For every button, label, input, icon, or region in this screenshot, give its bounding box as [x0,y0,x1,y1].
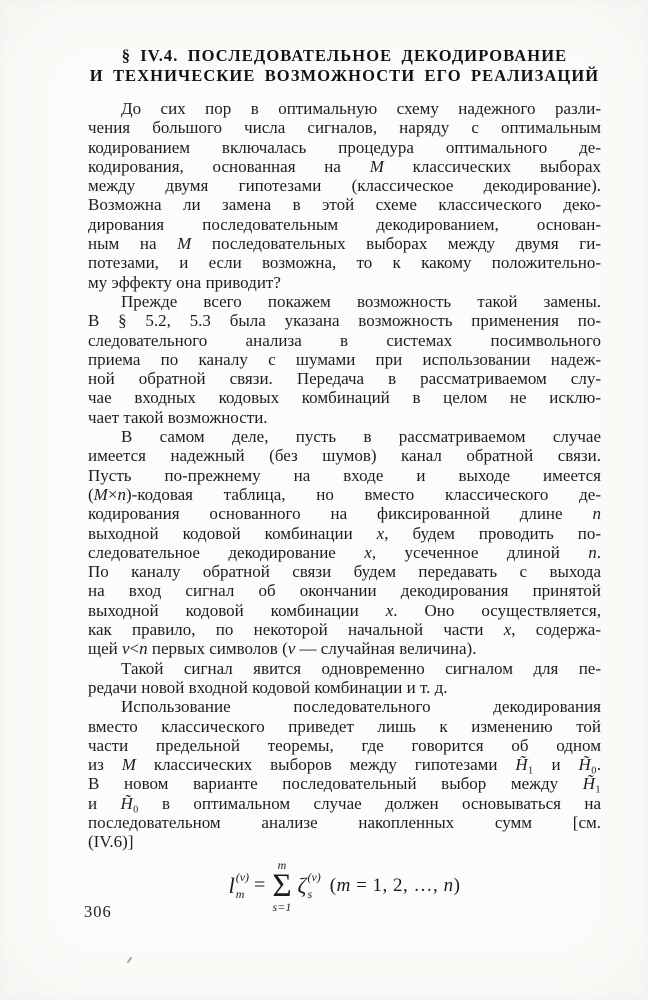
text-line: щей ν<n первых символов (ν — случайная величина). [88,639,477,659]
equation-lhs-base: l [228,872,235,898]
equation-lhs [229,871,249,900]
summation [272,859,291,913]
text-line: последовательном анализе накопленных сумм [см. [88,812,601,832]
text-line: чения большого числа сигналов, наряду с оптимальным [88,118,601,138]
text-line: ной обратной связи. Передача в рассматриваемом слу- [88,369,601,389]
text-line: и H̃₀ в оптимальном случае должен основываться на [88,793,601,813]
text-line: приема по каналу с шумами при использовании надеж- [88,349,601,369]
text-line: ным на M последовательных выборах между двумя ги- [88,234,602,254]
text-line: Такой сигнал явится одновременно сигналом для пе- [121,658,601,678]
text-line: вместо классического приведет лишь к изменению той [88,716,601,736]
scan-artifact-mark [127,957,133,964]
equation [88,859,601,913]
text-line: из M классических выборов между гипотезами H̃₁ и H̃₀. [88,755,601,775]
text-line: му эффекту она приводит? [88,272,281,292]
page-number: 306 [84,902,112,921]
equals-sign: = [254,874,266,897]
equation-rhs-superscript: (ν) [307,870,321,885]
equation-lhs-scripts [236,871,249,900]
summation-upper-limit: m [277,857,287,872]
section-heading [88,46,601,86]
text-line: имеется надежный (без шумов) канал обратной связи. [88,446,601,466]
text-line: чает такой возможности. [88,407,268,427]
text-line: чае входных кодовых комбинаций в целом не исклю- [88,388,601,408]
text-line: выходной кодовой комбинации x, будем проводить по- [88,523,601,543]
text-line: на вход сигнал об окончании декодирования принятой [88,581,601,601]
text-line: потезами, и если возможна, то к какому положительно- [88,253,601,273]
text-line: До сих пор в оптимальную схему надежного разли- [121,99,601,118]
text-line: Пусть по-прежнему на входе и выходе имеется [88,465,601,485]
paragraph [88,697,601,851]
equation-rhs-base: ζ [297,872,307,898]
sigma-symbol: Σ [272,867,292,904]
section-heading-line-2: И ТЕХНИЧЕСКИЕ ВОЗМОЖНОСТИ ЕГО РЕАЛИЗАЦИЙ [89,66,600,85]
text-line: Возможна ли замена в этой схеме классического деко- [88,195,601,215]
paragraph [88,427,601,659]
equation-rhs [298,871,321,900]
section-heading-line-1: § IV.4. ПОСЛЕДОВАТЕЛЬНОЕ ДЕКОДИРОВАНИЕ [121,46,568,65]
text-line: кодирования, основанная на M классических выборах [88,156,601,176]
equation-domain: (m = 1, 2, …, n) [329,874,461,896]
equation-lhs-superscript: (ν) [235,870,250,885]
equation-lhs-subscript: m [235,887,245,902]
text-line: По каналу обратной связи будем передавать с выхода [88,562,601,582]
text-line: Использование последовательного декодирования [121,697,601,717]
text-line: дирования последовательным декодированием, основан- [88,214,601,234]
text-line: В новом варианте последовательный выбор между H̃₁ [88,774,601,794]
equation-rhs-subscript: s [307,887,313,902]
text-line: (IV.6)] [88,832,134,852]
text-line: выходной кодовой комбинации x. Оно осуществляется, [88,600,602,620]
equation-rhs-scripts [307,871,320,900]
text-line: как правило, по некоторой начальной части x, содержа- [88,620,601,640]
text-line: В самом деле, пусть в рассматриваемом случае [121,427,601,447]
paragraph [88,292,601,427]
text-line: части предельной теоремы, где говорится об одном [88,735,601,755]
text-line: Прежде всего покажем возможность такой замены. [121,291,601,311]
page-body [88,99,601,852]
text-line: (M×n)-кодовая таблица, но вместо классического де- [88,484,601,504]
text-line: В § 5.2, 5.3 была указана возможность применения по- [88,311,601,331]
summation-lower-limit: s=1 [272,899,292,914]
text-column [88,46,601,913]
text-line: кодированием включалась процедура оптимального де- [88,137,601,157]
text-line: между двумя гипотезами (классическое декодирование). [88,176,601,196]
text-line: кодирования основанного на фиксированной длине n [88,504,601,524]
text-line: редачи новой входной кодовой комбинации и т. д. [88,677,448,697]
paragraph [88,99,601,292]
text-line: следовательное декодирование x, усеченное длиной n. [88,542,601,562]
paragraph [88,659,601,698]
text-line: следовательного анализа в системах посимвольного [88,330,601,350]
